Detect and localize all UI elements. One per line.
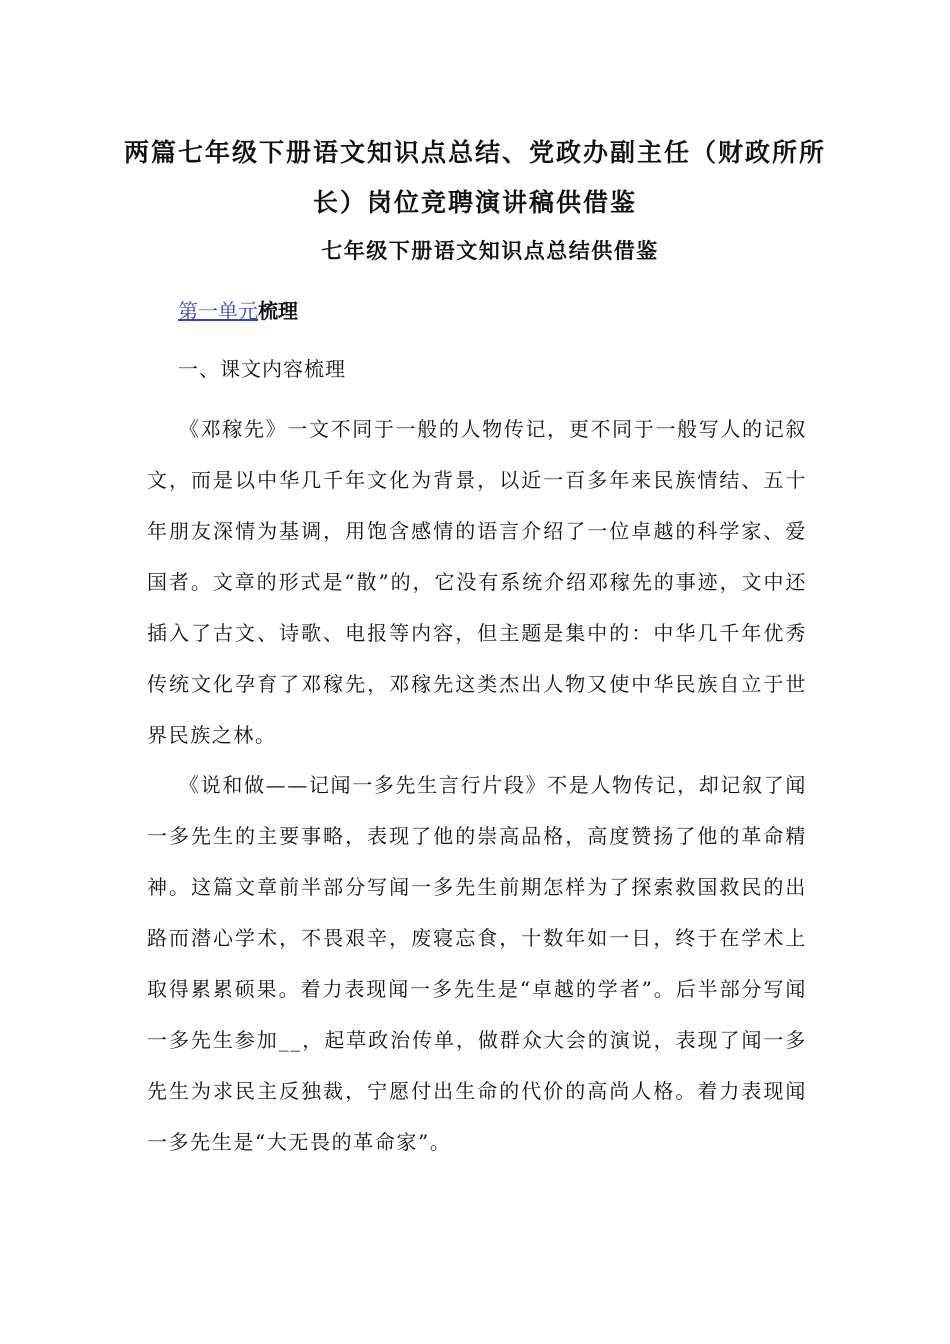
paragraph-wen-yiduo: 《说和做——记闻一多先生言行片段》不是人物传记，却记叙了闻一多先生的主要事略，表现了他的崇高品格，高度赞扬了他的革命精神。这篇文章前半部分写闻一多先生前期怎样为了探索救国救民的出路而潜心学术，不畏艰辛，废寝忘食，十数年如一日，终于在学术上取得累累硕果。着力表现闻一多先生是“卓越的学者”。后半部分写闻一多先生参加__，起草政治传单，做群众大会的演说，表现了闻一多先生为求民主反独裁，宁愿付出生命的代价的高尚人格。着力表现闻一多先生是“大无畏的革命家”。 bbox=[147, 773, 807, 1154]
document-subtitle: 七年级下册语文知识点总结供借鉴 bbox=[321, 238, 659, 263]
unit-heading bbox=[178, 296, 298, 326]
unit-heading-rest: 梳理 bbox=[258, 299, 298, 323]
document-title: 两篇七年级下册语文知识点总结、党政办副主任（财政所所长）岗位竞聘演讲稿供借鉴 bbox=[123, 138, 826, 217]
paragraph-deng-jiaxian: 《邓稼先》一文不同于一般的人物传记，更不同于一般写人的记叙文，而是以中华几千年文化为背景，以近一百多年来民族情结、五十年朋友深情为基调，用饱含感情的语言介绍了一位卓越的科学家、爱国者。文章的形式是“散”的，它没有系统介绍邓稼先的事迹，文中还插入了古文、诗歌、电报等内容，但主题是集中的：中华几千年优秀传统文化孕育了邓稼先，邓稼先这类杰出人物又使中华民族自立于世界民族之林。 bbox=[147, 417, 807, 747]
section-heading: 一、课文内容梳理 bbox=[178, 357, 346, 381]
unit-link[interactable]: 第一单元 bbox=[178, 299, 258, 323]
